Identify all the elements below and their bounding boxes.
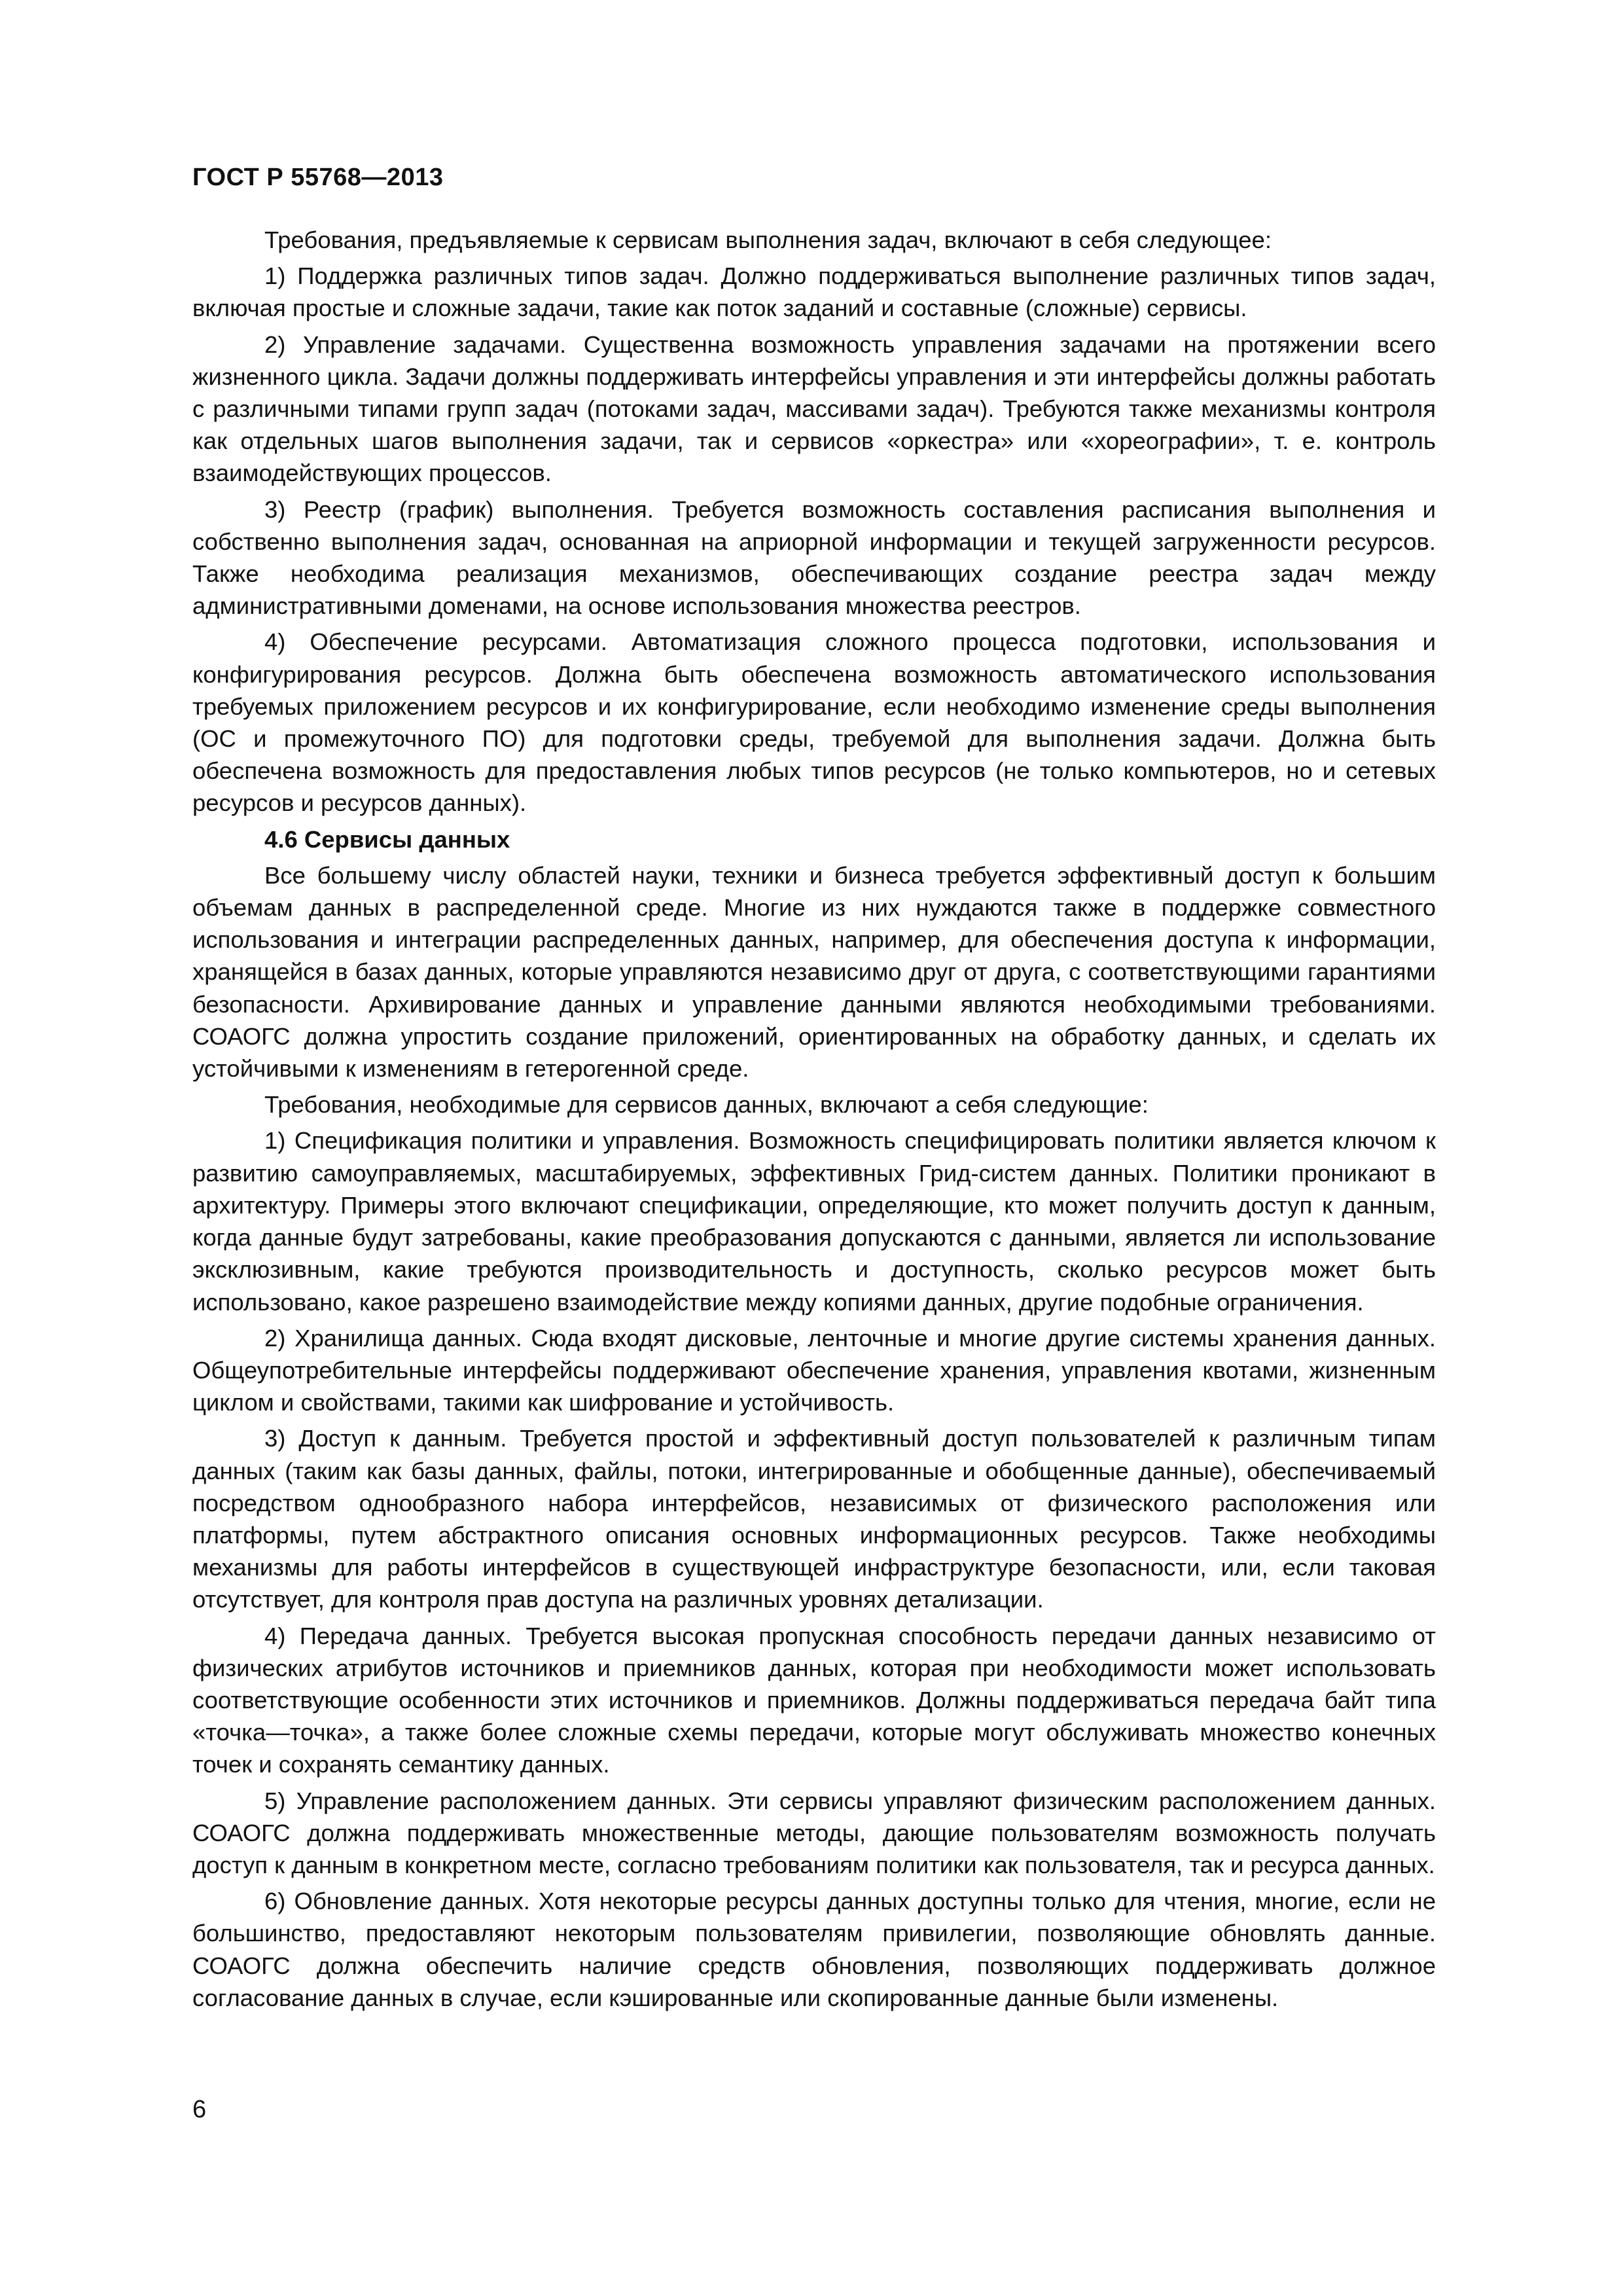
section-heading: 4.6 Сервисы данных <box>264 825 510 853</box>
paragraph: Требования, предъявляемые к сервисам выполнения задач, включают в себя следующее: <box>264 226 1272 253</box>
paragraph: 3) Доступ к данным. Требуется простой и эффективный доступ пользователей к различным типам данных (таким как базы данных, файлы, потоки, интегрированные и обобщенные данные), обеспечиваемый посредством однообразного набора интерфейсов, независимых от физического расположения или платформы, путем абстрактного описания основных информационных ресурсов. Также необходимы механизмы для работы интерфейсов в существующей инфраструктуре безопасности, или, если таковая отсутствует, для контроля прав доступа на различных уровнях детализации. <box>192 1425 1436 1613</box>
paragraph: 2) Управление задачами. Существенна возможность управления задачами на протяжении всего жизненного цикла. Задачи должны поддерживать интерфейсы управления и эти интерфейсы должны работать с различными типами групп задач (потоками задач, массивами задач). Требуются также механизмы контроля как отдельных шагов выполнения задачи, так и сервисов «оркестра» или «хореографии», т. е. контроль взаимодействующих процессов. <box>192 331 1436 487</box>
paragraph: 4) Обеспечение ресурсами. Автоматизация сложного процесса подготовки, использования и конфигурирования ресурсов. Должна быть обеспечена возможность автоматического использования требуемых приложением ресурсов и их конфигурирование, если необходимо изменение среды выполнения (ОС и промежуточного ПО) для подготовки среды, требуемой для выполнения задачи. Должна быть обеспечена возможность для предоставления любых типов ресурсов (не только компьютеров, но и сетевых ресурсов и ресурсов данных). <box>192 628 1436 817</box>
paragraph: 3) Реестр (график) выполнения. Требуется возможность составления расписания выполнения и собственно выполнения задач, основанная на априорной информации и текущей загруженности ресурсов. Также необходима реализация механизмов, обеспечивающих создание реестра задач между административными доменами, на основе использования множества реестров. <box>192 495 1436 620</box>
page-number: 6 <box>192 2096 207 2123</box>
paragraph: Требования, необходимые для сервисов данных, включают а себя следующие: <box>264 1091 1149 1119</box>
document-header: ГОСТ Р 55768—2013 <box>192 164 444 191</box>
paragraph: 6) Обновление данных. Хотя некоторые ресурсы данных доступны только для чтения, многие, если не большинство, предоставляют некоторым пользователям привилегии, позволяющие обновлять данные. СОАОГС должна обеспечить наличие средств обновления, позволяющих поддерживать должное согласование данных в случае, если кэшированные или скопированные данные были изменены. <box>192 1888 1436 2011</box>
paragraph: 5) Управление расположением данных. Эти сервисы управляют физическим расположением данных. СОАОГС должна поддерживать множественные методы, дающие пользователям возможность получать доступ к данным в конкретном месте, согласно требованиям политики как пользователя, так и ресурса данных. <box>192 1787 1436 1878</box>
paragraph: 4) Передача данных. Требуется высокая пропускная способность передачи данных независимо от физических атрибутов источников и приемников данных, которая при необходимости может использовать соответствующие особенности этих источников и приемников. Должны поддерживаться передача байт типа «точка—точка», а также более сложные схемы передачи, которые могут обслуживать множество конечных точек и сохранять семантику данных. <box>192 1622 1436 1778</box>
paragraph: 2) Хранилища данных. Сюда входят дисковые, ленточные и многие другие системы хранения данных. Общеупотребительные интерфейсы поддерживают обеспечение хранения, управления квотами, жизненным циклом и свойствами, такими как шифрование и устойчивость. <box>192 1324 1436 1416</box>
document-body <box>192 224 1436 2018</box>
paragraph: Все большему числу областей науки, техники и бизнеса требуется эффективный доступ к большим объемам данных в распределенной среде. Многие из них нуждаются также в поддержке совместного использования и интеграции распределенных данных, например, для обеспечения доступа к информации, хранящейся в базах данных, которые управляются независимо друг от друга, с соответствующими гарантиями безопасности. Архивирование данных и управление данными являются необходимыми требованиями. СОАОГС должна упростить создание приложений, ориентированных на обработку данных, и сделать их устойчивыми к изменениям в гетерогенной среде. <box>192 861 1436 1083</box>
paragraph: 1) Спецификация политики и управления. Возможность специфицировать политики является ключом к развитию самоуправляемых, масштабируемых, эффективных Грид-систем данных. Политики проникают в архитектуру. Примеры этого включают спецификации, определяющие, кто может получить доступ к данным, когда данные будут затребованы, какие преобразования допускаются с данными, является ли использование эксклюзивным, какие требуются производительность и доступность, сколько ресурсов может быть использовано, какое разрешено взаимодействие между копиями данных, другие подобные ограничения. <box>192 1127 1436 1316</box>
paragraph: 1) Поддержка различных типов задач. Должно поддерживаться выполнение различных типов задач, включая простые и сложные задачи, такие как поток заданий и составные (сложные) сервисы. <box>192 262 1436 322</box>
